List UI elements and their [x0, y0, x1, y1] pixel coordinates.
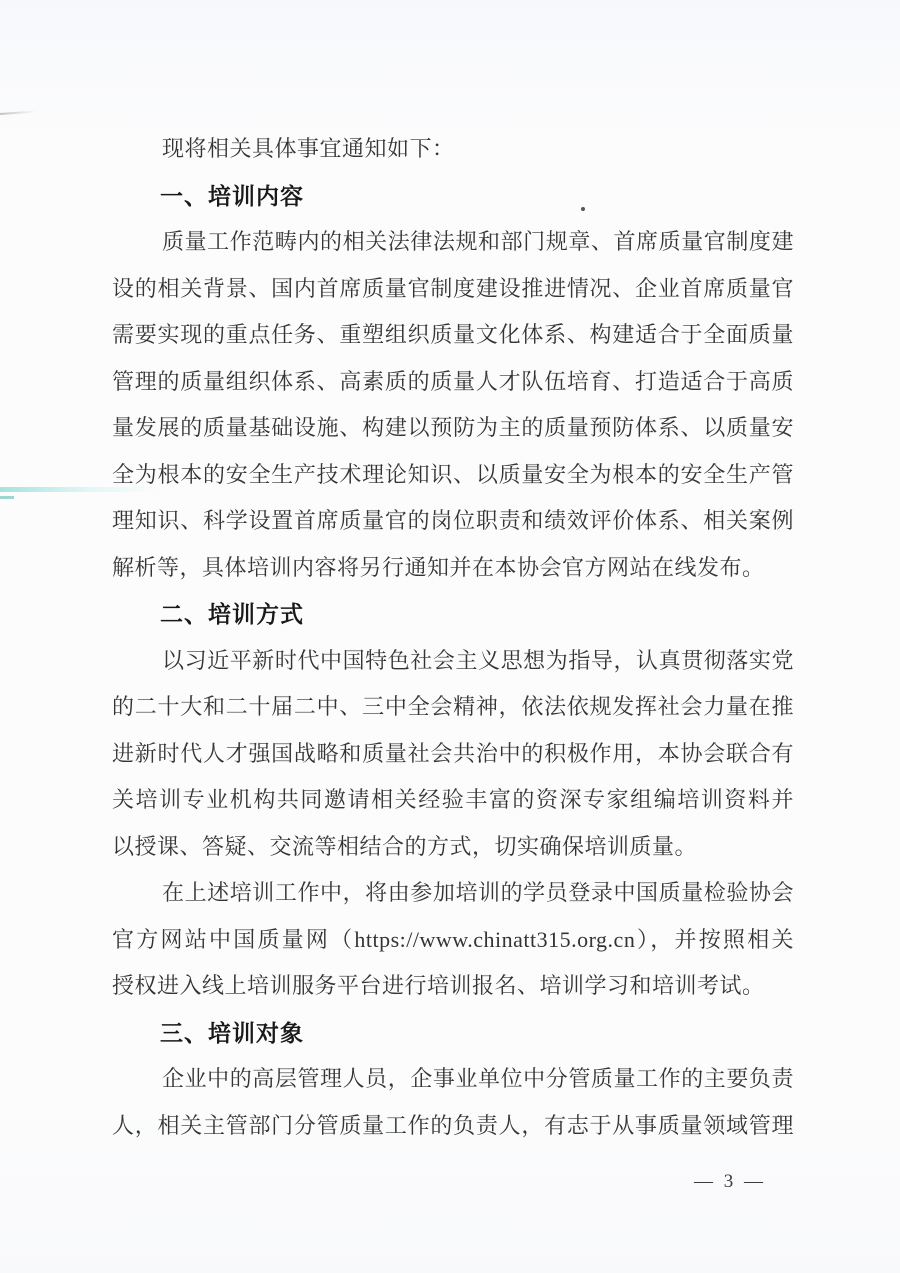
text-line: 量发展的质量基础设施、构建以预防为主的质量预防体系、以质量安: [112, 415, 794, 440]
text-column: [112, 126, 794, 1149]
section-heading: 二、培训方式: [160, 601, 304, 627]
text-line: 解析等，具体培训内容将另行通知并在本协会官方网站在线发布。: [112, 554, 765, 580]
text-line: 人，相关主管部门分管质量工作的负责人，有志于从事质量领域管理: [112, 1112, 794, 1138]
text-line: 现将相关具体事宜通知如下：: [162, 136, 455, 161]
text-line: 授权进入线上培训服务平台进行培训报名、培训学习和培训考试。: [112, 973, 765, 998]
section-heading: 一、培训内容: [160, 182, 304, 209]
text-line: 管理的质量组织体系、高素质的质量人才队伍培育、打造适合于高质: [112, 368, 794, 394]
text-line: 质量工作范畴内的相关法律法规和部门规章、首席质量官制度建: [162, 229, 794, 254]
text-line: 在上述培训工作中，将由参加培训的学员登录中国质量检验协会: [162, 880, 794, 905]
text-line: 企业中的高层管理人员，企事业单位中分管质量工作的主要负责: [162, 1066, 794, 1091]
text-line: 以习近平新时代中国特色社会主义思想为指导，认真贯彻落实党: [162, 647, 794, 673]
text-line: 以授课、答疑、交流等相结合的方式，切实确保培训质量。: [112, 833, 698, 859]
text-line: 官方网站中国质量网（https://www.chinatt315.org.cn），并按照相关: [112, 926, 794, 952]
scan-artifact-gray-line: [0, 110, 36, 115]
page-number: — 3 —: [694, 1171, 766, 1192]
text-line: 需要实现的重点任务、重塑组织质量文化体系、构建适合于全面质量: [112, 322, 794, 347]
scan-artifact-cyan-dash: [0, 496, 14, 499]
text-line: 关培训专业机构共同邀请相关经验丰富的资深专家组编培训资料并: [112, 787, 794, 812]
text-line: 设的相关背景、国内首席质量官制度建设推进情况、企业首席质量官: [112, 275, 794, 301]
section-heading: 三、培训对象: [160, 1019, 304, 1046]
text-line: 进新时代人才强国战略和质量社会共治中的积极作用，本协会联合有: [112, 740, 794, 766]
text-line: 全为根本的安全生产技术理论知识、以质量安全为根本的安全生产管: [112, 461, 794, 487]
text-line: 理知识、科学设置首席质量官的岗位职责和绩效评价体系、相关案例: [112, 508, 794, 533]
text-line: 的二十大和二十届二中、三中全会精神，依法依规发挥社会力量在推: [112, 694, 794, 719]
